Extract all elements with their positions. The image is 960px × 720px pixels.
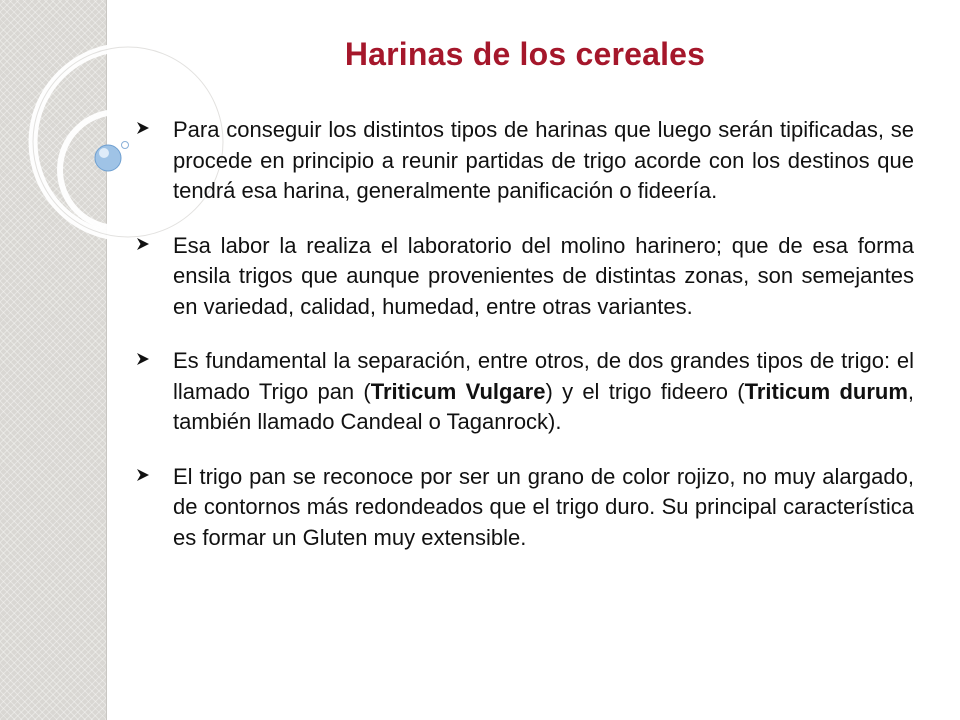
- bullet-item: [136, 462, 914, 554]
- bullet-item: [136, 231, 914, 323]
- text-run: ) y el trigo fideero (: [545, 378, 745, 404]
- arrow-bullet-icon: [136, 352, 150, 366]
- bullet-text: [173, 346, 914, 438]
- bullet-text: [173, 115, 914, 207]
- bullet-text: [173, 231, 914, 323]
- bullet-list: [136, 115, 914, 553]
- bold-term: Triticum durum: [744, 378, 908, 404]
- text-run: Es fundamental la separación, entre otros, de dos grandes tipos de trigo: el llamado Trigo pan (: [173, 348, 914, 404]
- bullet-text: [173, 462, 914, 554]
- bold-term: Triticum Vulgare: [370, 378, 546, 404]
- arrow-bullet-icon: [136, 237, 150, 251]
- text-run: Esa labor la realiza el laboratorio del molino harinero; que de esa forma ensila trigos que aunque provenientes de distintas zonas, son semejantes en variedad, calidad, humedad, entre otras variantes.: [173, 232, 914, 319]
- bullet-item: [136, 346, 914, 438]
- text-run: El trigo pan se reconoce por ser un grano de color rojizo, no muy alargado, de contornos más redondeados que el trigo duro. Su principal característica es formar un Gluten muy extensible.: [173, 463, 914, 550]
- text-run: , también llamado Candeal o Taganrock).: [173, 378, 915, 434]
- text-run: Para conseguir los distintos tipos de harinas que luego serán tipificadas, se procede en principio a reunir partidas de trigo acorde con los destinos que tendrá esa harina, generalmente panificación o fideería.: [173, 117, 914, 203]
- arrow-bullet-icon: [136, 121, 150, 135]
- arrow-bullet-icon: [136, 468, 150, 482]
- bullet-item: [136, 115, 914, 207]
- slide-title: Harinas de los cereales: [344, 36, 706, 72]
